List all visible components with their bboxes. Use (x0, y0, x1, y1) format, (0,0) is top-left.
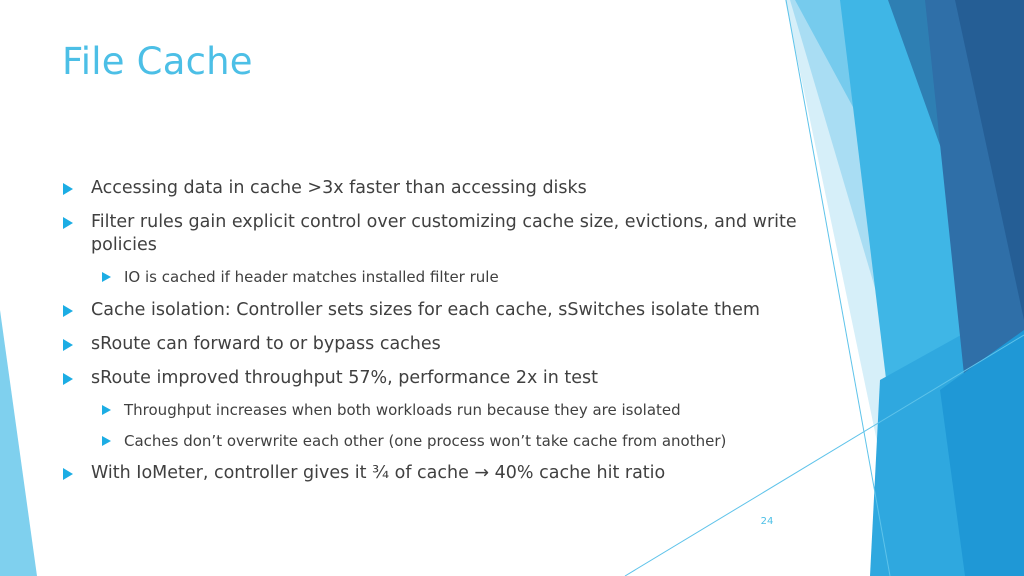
bullet-text: sRoute can forward to or bypass caches (91, 334, 441, 354)
page-number: 24 (760, 516, 774, 527)
bullet-arrow-icon (63, 468, 73, 480)
bullet-text: Filter rules gain explicit control over customizing cache size, evictions, and write policies (91, 212, 797, 255)
bullet-text: sRoute improved throughput 57%, performance 2x in test (91, 368, 599, 388)
bullet-arrow-icon (63, 217, 73, 229)
bullet-text: Caches don’t overwrite each other (one process won’t take cache from another) (124, 432, 727, 450)
bullet-arrow-icon (102, 405, 111, 415)
bullet-text: Throughput increases when both workloads run because they are isolated (124, 401, 681, 419)
bullet-arrow-icon (63, 183, 73, 195)
bullet-arrow-icon (63, 305, 73, 317)
bullet-arrow-icon (63, 339, 73, 351)
bullet-arrow-icon (63, 373, 73, 385)
bullet-arrow-icon (102, 272, 111, 282)
bullet-arrow-icon (102, 436, 111, 446)
bullet-text: Accessing data in cache >3x faster than accessing disks (91, 178, 587, 198)
slide-title: File Cache (62, 40, 253, 83)
bullet-text: Cache isolation: Controller sets sizes for each cache, sSwitches isolate them (91, 300, 760, 320)
bullet-text: With IoMeter, controller gives it ¾ of cache → 40% cache hit ratio (91, 463, 666, 483)
bullet-text: IO is cached if header matches installed filter rule (124, 268, 499, 286)
